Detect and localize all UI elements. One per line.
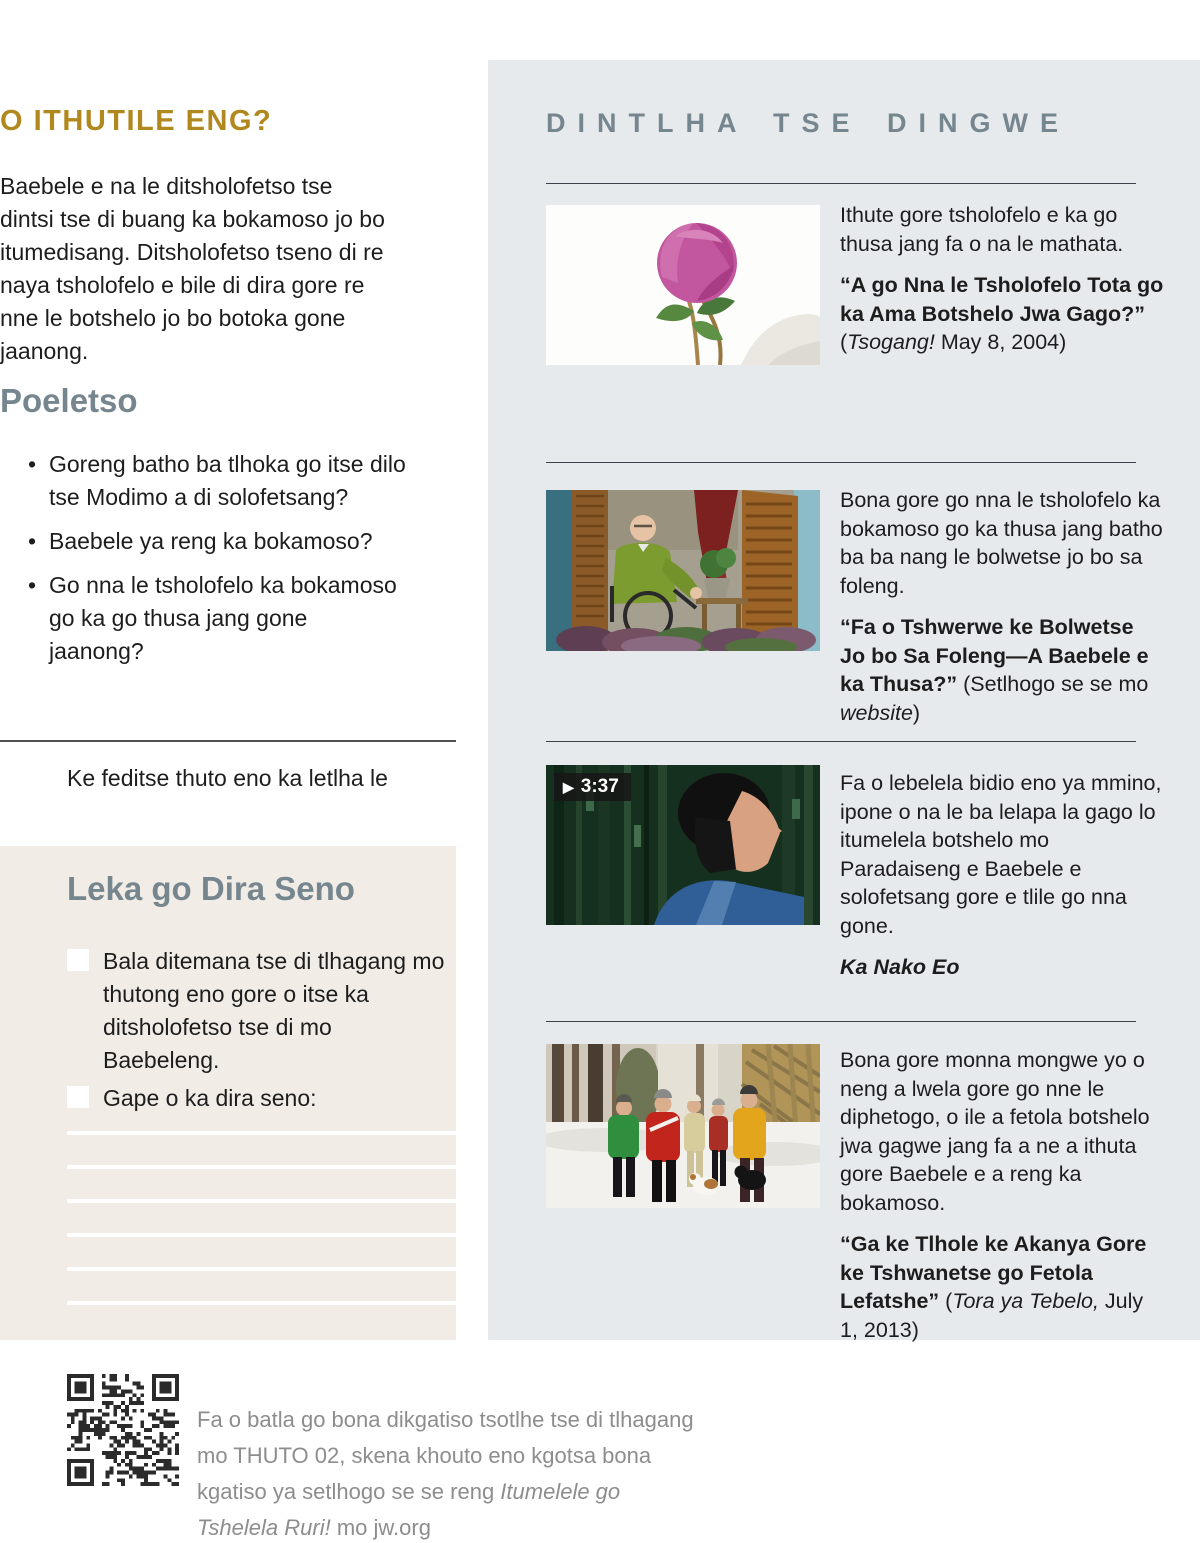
checkbox[interactable] (67, 949, 89, 971)
review-question-1: • Goreng batho ba tlhoka go itse dilo tse Modimo a di solofetsang? (28, 448, 408, 514)
writing-line (67, 1131, 456, 1135)
flower-photo (546, 205, 820, 365)
divider-line (0, 740, 456, 742)
review-question-3: • Go nna le tsholofelo ka bokamoso go ka go thusa jang gone jaanong? (28, 569, 408, 668)
video-duration: 3:37 (580, 776, 619, 797)
more-points-panel (488, 60, 1200, 1340)
entry-text (840, 201, 1164, 357)
entry-description: Bona gore monna mongwe yo o neng a lwela gore go nne le diphetogo, o ile a fetola botshelo jwa gagwe jang fa a ne a ithuta gore Baebele e a reng ka bokamoso. (840, 1048, 1150, 1215)
writing-line (67, 1165, 456, 1169)
writing-line (67, 1267, 456, 1271)
entry-text (840, 1046, 1164, 1344)
writing-line (67, 1233, 456, 1237)
entry-description: Bona gore go nna le tsholofelo ka bokamoso go ka thusa jang batho ba ba nang le bolwetse jo bo sa foleng. (840, 488, 1163, 598)
entry-text (840, 486, 1164, 727)
try-this-heading: Leka go Dira Seno (67, 870, 355, 907)
writing-line (67, 1301, 456, 1305)
writing-line (67, 1199, 456, 1203)
entry-citation: “Fa o Tshwerwe ke Bolwetse Jo bo Sa Foleng—A Baebele e ka Thusa?” (Setlhogo se se mo website) (840, 615, 1149, 725)
more-points-heading: DINTLHA TSE DINGWE (546, 108, 1070, 138)
checkbox[interactable] (67, 1086, 89, 1108)
completion-date-line: Ke feditse thuto eno ka letlha le (67, 765, 388, 791)
entry-divider (546, 462, 1136, 463)
review-heading: Poeletso (0, 382, 138, 419)
checklist-item-1 (67, 945, 445, 1077)
video-title: Ka Nako Eo (840, 955, 960, 979)
play-icon: ▶ (563, 778, 574, 795)
review-question-list (0, 448, 408, 679)
video-duration-badge (554, 773, 631, 801)
man-window-photo (546, 490, 820, 651)
entry-description: Ithute gore tsholofelo e ka go thusa jang fa o na le mathata. (840, 203, 1124, 256)
entry-divider (546, 183, 1136, 184)
entry-citation: “Ga ke Tlhole ke Akanya Gore ke Tshwanetse go Fetola Lefatshe” (Tora ya Tebelo, July 1, 2013) (840, 1232, 1147, 1342)
entry-description: Fa o lebelela bidio eno ya mmino, ipone o na le ba lelapa la gago lo itumelela botshelo mo Paradaiseng e Baebele e solofetsang gore e tlile go nna gone. (840, 771, 1162, 938)
review-question-2: • Baebele ya reng ka bokamoso? (28, 525, 408, 558)
winter-walk-photo (546, 1044, 820, 1208)
checklist-item-text: Bala ditemana tse di tlhagang mo thutong eno gore o itse ka ditsholofetso tse di mo Baebeleng. (103, 948, 445, 1073)
writing-lines (67, 1131, 456, 1335)
what-did-you-learn-heading: O ITHUTILE ENG? (0, 105, 273, 137)
video-thumbnail[interactable] (546, 765, 820, 925)
entry-divider (546, 1021, 1136, 1022)
checklist-item-2 (67, 1082, 445, 1115)
checklist-item-text: Gape o ka dira seno: (103, 1085, 317, 1111)
entry-citation: “A go Nna le Tsholofelo Tota go ka Ama Botshelo Jwa Gago?” (Tsogang! May 8, 2004) (840, 273, 1164, 354)
try-this-box (0, 846, 456, 1340)
entry-divider (546, 741, 1136, 742)
footer-note: Fa o batla go bona dikgatiso tsotlhe tse di tlhagang mo THUTO 02, skena khouto eno kgotsa bona kgatiso ya setlhogo se se reng Itumelele go Tshelela Ruri! mo jw.org (197, 1407, 694, 1540)
entry-text (840, 769, 1164, 982)
intro-paragraph: Baebele e na le ditsholofetso tse dintsi tse di buang ka bokamoso jo bo itumedisang. Ditsholofetso tseno di re naya tsholofelo e bile di dira gore re nne le botshelo jo bo botoka gone jaanong. (0, 173, 385, 364)
qr-code (67, 1374, 179, 1486)
